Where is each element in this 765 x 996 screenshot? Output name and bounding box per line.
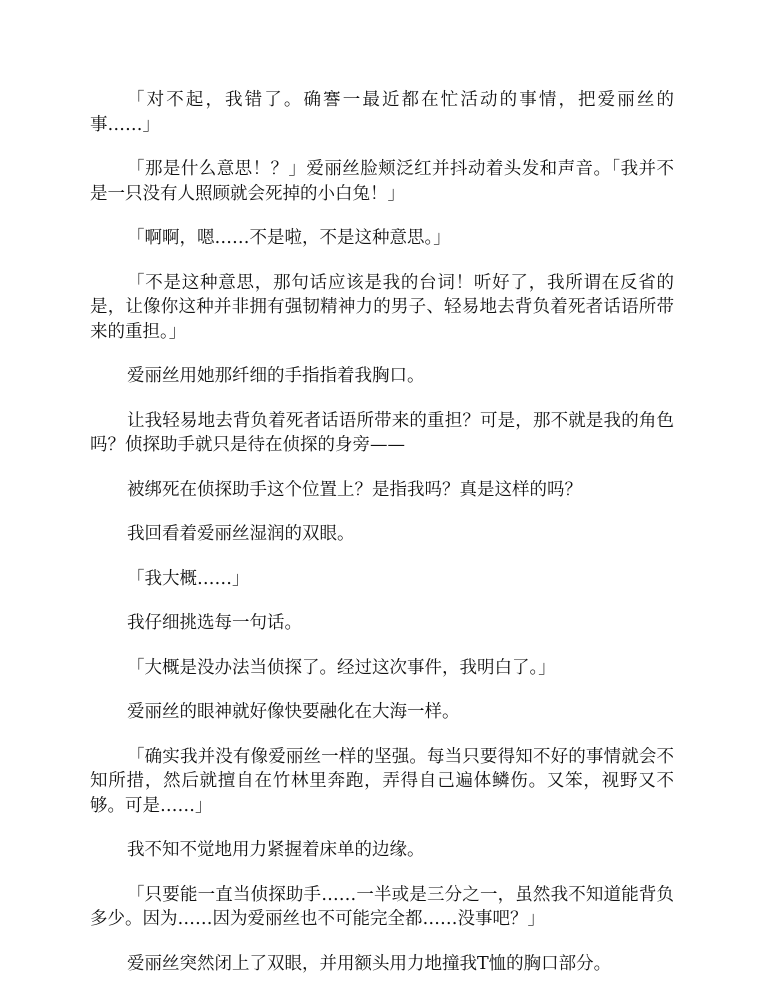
paragraph: 爱丽丝用她那纤细的手指指着我胸口。 bbox=[127, 366, 425, 386]
paragraph: 被绑死在侦探助手这个位置上？是指我吗？真是这样的吗？ bbox=[127, 479, 582, 500]
paragraph: 「只要能一直当侦探助手……一半或是三分之一，虽然我不知道能背负多少。因为……因为爱丽丝也不可能完全都……没事吧？」 bbox=[90, 884, 674, 929]
paragraph: 我回看着爱丽丝湿润的双眼。 bbox=[127, 524, 355, 544]
paragraph: 「大概是没办法当侦探了。经过这次事件，我明白了。」 bbox=[127, 657, 556, 678]
paragraph: 「我大概……」 bbox=[127, 568, 250, 589]
paragraph: 让我轻易地去背负着死者话语所带来的重担？可是，那不就是我的角色吗？侦探助手就只是待在侦探的身旁—— bbox=[90, 410, 674, 455]
paragraph: 爱丽丝突然闭上了双眼，并用额头用力地撞我T恤的胸口部分。 bbox=[127, 953, 612, 974]
paragraph: 「啊啊，嗯……不是啦，不是这种意思。」 bbox=[127, 228, 451, 248]
paragraph: 「确实我并没有像爱丽丝一样的坚强。每当只要得知不好的事情就会不知所措，然后就擅自在竹林里奔跑，弄得自己遍体鳞伤。又笨，视野又不够。可是……」 bbox=[90, 746, 674, 816]
paragraph: 我仔细挑选每一句话。 bbox=[127, 613, 302, 633]
paragraph: 我不知不觉地用力紧握着床单的边缘。 bbox=[127, 840, 425, 860]
paragraph: 「不是这种意思，那句话应该是我的台词！听好了，我所谓在反省的是，让像你这种并非拥有强韧精神力的男子、轻易地去背负着死者话语所带来的重担。」 bbox=[90, 272, 674, 342]
paragraph: 「那是什么意思！？」爱丽丝脸颊泛红并抖动着头发和声音。「我并不是一只没有人照顾就会死掉的小白兔！」 bbox=[90, 159, 674, 204]
paragraph: 爱丽丝的眼神就好像快要融化在大海一样。 bbox=[127, 702, 460, 722]
paragraph: 「对不起，我错了。确謇一最近都在忙活动的事情，把爱丽丝的事……」 bbox=[90, 90, 674, 135]
document-body bbox=[90, 88, 674, 996]
